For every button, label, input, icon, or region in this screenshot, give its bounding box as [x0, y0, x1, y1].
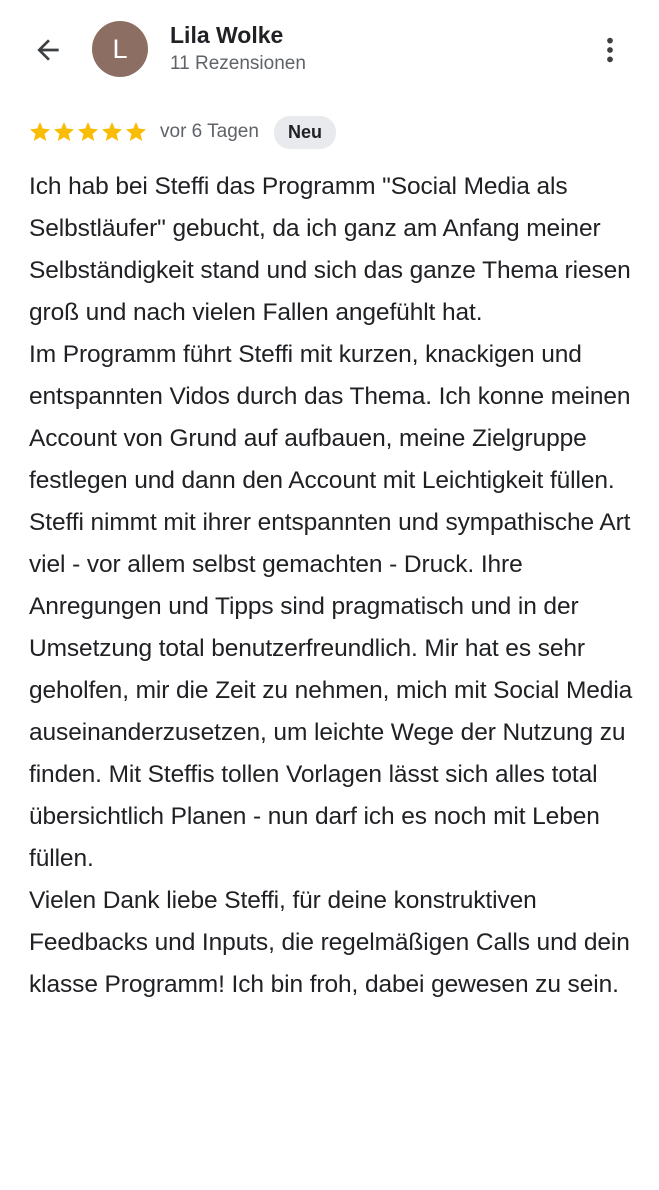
arrow-left-icon [32, 34, 64, 66]
review-header [0, 0, 659, 100]
back-button[interactable] [26, 28, 70, 72]
avatar-letter: L [112, 33, 128, 64]
avatar[interactable] [92, 21, 148, 77]
rating-row [28, 114, 336, 150]
review-text: Ich hab bei Steffi das Programm "Social Media als Selbstläufer" gebucht, da ich ganz am Anfang meiner Selbständigkeit stand und sich das ganze Thema riesen groß und nach vielen Fallen angefühlt hat. Im Programm führt Steffi mit kurzen, knackigen und entspannten Vidos durch das Thema. Ich konne meinen Account von Grund auf aufbauen, meine Zielgruppe festlegen und dann den Account mit Leichtigkeit füllen. Steffi nimmt mit ihrer entspannten und sympathische Art viel - vor allem selbst gemachten - Druck. Ihre Anregungen und Tipps sind pragmatisch und in der Umsetzung total benutzerfreundlich. Mir hat es sehr geholfen, mir die Zeit zu nehmen, mich mit Social Media auseinanderzusetzen, um leichte Wege der Nutzung zu finden. Mit Steffis tollen Vorlagen lässt sich alles total übersichtlich Planen - nun darf ich es noch mit Leben füllen. Vielen Dank liebe Steffi, für deine konstruktiven Feedbacks und Inputs, die regelmäßigen Calls und dein klasse Programm! Ich bin froh, dabei gewesen zu sein. [29, 173, 633, 998]
review-time: vor 6 Tagen [160, 121, 259, 142]
star-icon [124, 120, 148, 144]
reviewer-review-count: 11 Rezensionen [170, 53, 306, 74]
more-options-button[interactable] [590, 28, 630, 72]
star-icon [76, 120, 100, 144]
star-icon [52, 120, 76, 144]
star-rating [28, 120, 148, 144]
star-icon [28, 120, 52, 144]
more-vertical-icon [595, 33, 625, 67]
reviewer-name[interactable]: Lila Wolke [170, 22, 284, 48]
star-icon [100, 120, 124, 144]
new-badge: Neu [274, 116, 336, 149]
